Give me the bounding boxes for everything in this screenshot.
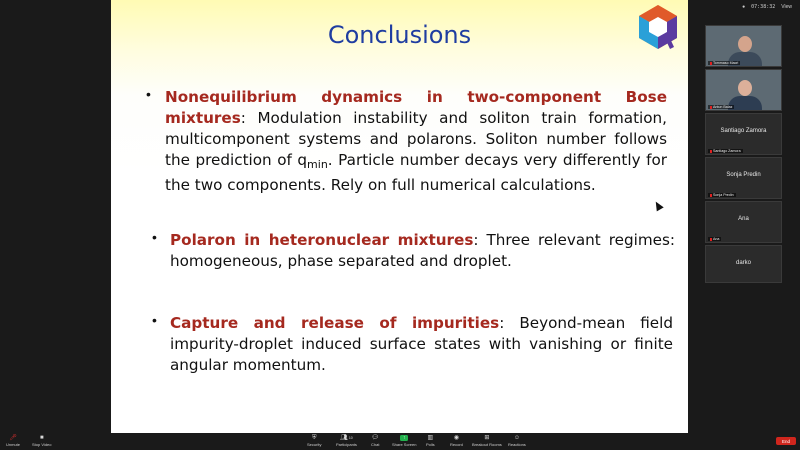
bullet-icon: • bbox=[152, 312, 157, 328]
share-screen-icon: ↑ bbox=[400, 435, 408, 441]
chat-button[interactable]: 💬︎ Chat bbox=[371, 435, 380, 447]
avatar bbox=[738, 80, 752, 96]
bullet-text: : Three relevant regimes: homogeneous, phase separated and droplet. bbox=[170, 231, 675, 270]
smiley-icon: ☺ bbox=[513, 435, 520, 441]
meeting-clock: 07:38:32 bbox=[751, 4, 776, 10]
participant-tile[interactable] bbox=[705, 113, 782, 155]
video-camera-icon: ■ bbox=[39, 435, 44, 441]
poll-chart-icon: ▥ bbox=[427, 435, 434, 441]
bullet-icon: • bbox=[152, 229, 157, 245]
participant-tile[interactable] bbox=[705, 157, 782, 199]
scroll-indicator[interactable] bbox=[742, 282, 748, 283]
bullet-text-continued: . Particle number decays very differently for the two components. Rely on full numerical calculations. bbox=[165, 151, 667, 194]
meeting-toolbar bbox=[0, 433, 800, 450]
participant-name-tag: Sonja Predin bbox=[708, 193, 736, 197]
record-button[interactable]: ◉ Record bbox=[450, 435, 463, 447]
reactions-button[interactable]: ☺ Reactions bbox=[508, 435, 526, 447]
people-icon: 👥︎ 10 bbox=[340, 435, 353, 441]
participant-name: Sonja Predin bbox=[726, 172, 761, 178]
shield-icon: ⛨ bbox=[311, 435, 317, 441]
shared-slide bbox=[111, 0, 688, 433]
share-screen-button[interactable]: ↑ Share Screen bbox=[392, 435, 417, 447]
avatar bbox=[738, 36, 752, 52]
participant-name-tag: Antun Balaz bbox=[708, 105, 734, 109]
participant-tile[interactable] bbox=[705, 69, 782, 111]
muted-mic-icon bbox=[710, 62, 712, 65]
bullet-text: : Beyond-mean field impurity-droplet induced surface states with vanishing or finite angular momentum. bbox=[170, 314, 674, 374]
breakout-rooms-button[interactable]: ⊞ Breakout Rooms bbox=[472, 435, 502, 447]
bullet-text: : Modulation instability and soliton train formation, multicomponent systems and polarons. Soliton number follows the prediction of q bbox=[165, 109, 667, 169]
participant-name: Santiago Zamora bbox=[720, 128, 767, 134]
subscript-min: min bbox=[307, 158, 328, 171]
bullet-highlight: Polaron in heteronuclear mixtures bbox=[170, 231, 474, 249]
participant-name-tag: Tommaso Macri bbox=[708, 61, 740, 65]
bullet-icon: • bbox=[146, 86, 151, 102]
bullet-impurities bbox=[170, 313, 673, 376]
top-status-bar bbox=[742, 4, 792, 10]
muted-mic-icon bbox=[710, 238, 712, 241]
participant-tile[interactable] bbox=[705, 201, 782, 243]
institute-logo bbox=[634, 3, 682, 53]
breakout-rooms-icon: ⊞ bbox=[484, 435, 490, 441]
polls-button[interactable]: ▥ Polls bbox=[426, 435, 435, 447]
participant-name: Ana bbox=[738, 216, 749, 222]
participant-name-tag: Santiago Zamora bbox=[708, 149, 743, 153]
shield-icon: ● bbox=[742, 4, 746, 10]
participants-button[interactable]: 👥︎ 10 Participants bbox=[336, 435, 357, 447]
muted-mic-icon bbox=[710, 106, 712, 109]
chat-bubble-icon: 💬︎ bbox=[371, 435, 380, 441]
bullet-highlight: Capture and release of impurities bbox=[170, 314, 500, 332]
stop-video-button[interactable]: ■ Stop Video bbox=[32, 435, 52, 447]
view-button[interactable]: View bbox=[781, 4, 792, 10]
slide-title: Conclusions bbox=[327, 21, 472, 49]
participant-gallery[interactable] bbox=[705, 25, 782, 283]
participant-name-tag: Ana bbox=[708, 237, 721, 241]
record-icon: ◉ bbox=[453, 435, 460, 441]
participant-name: darko bbox=[735, 260, 751, 266]
bullet-nonequilibrium bbox=[165, 87, 667, 196]
muted-microphone-icon: 🎤︎ bbox=[9, 435, 17, 441]
security-button[interactable]: ⛨ Security bbox=[307, 435, 322, 447]
bullet-highlight: Nonequilibrium dynamics in two-component Bose mixtures bbox=[165, 88, 667, 127]
participant-tile[interactable] bbox=[705, 25, 782, 67]
end-meeting-button[interactable]: End bbox=[776, 437, 796, 445]
muted-mic-icon bbox=[710, 194, 712, 197]
bullet-polaron bbox=[170, 230, 675, 272]
unmute-button[interactable]: 🎤︎ Unmute bbox=[6, 435, 21, 447]
muted-mic-icon bbox=[710, 150, 712, 153]
participant-tile[interactable] bbox=[705, 245, 782, 283]
